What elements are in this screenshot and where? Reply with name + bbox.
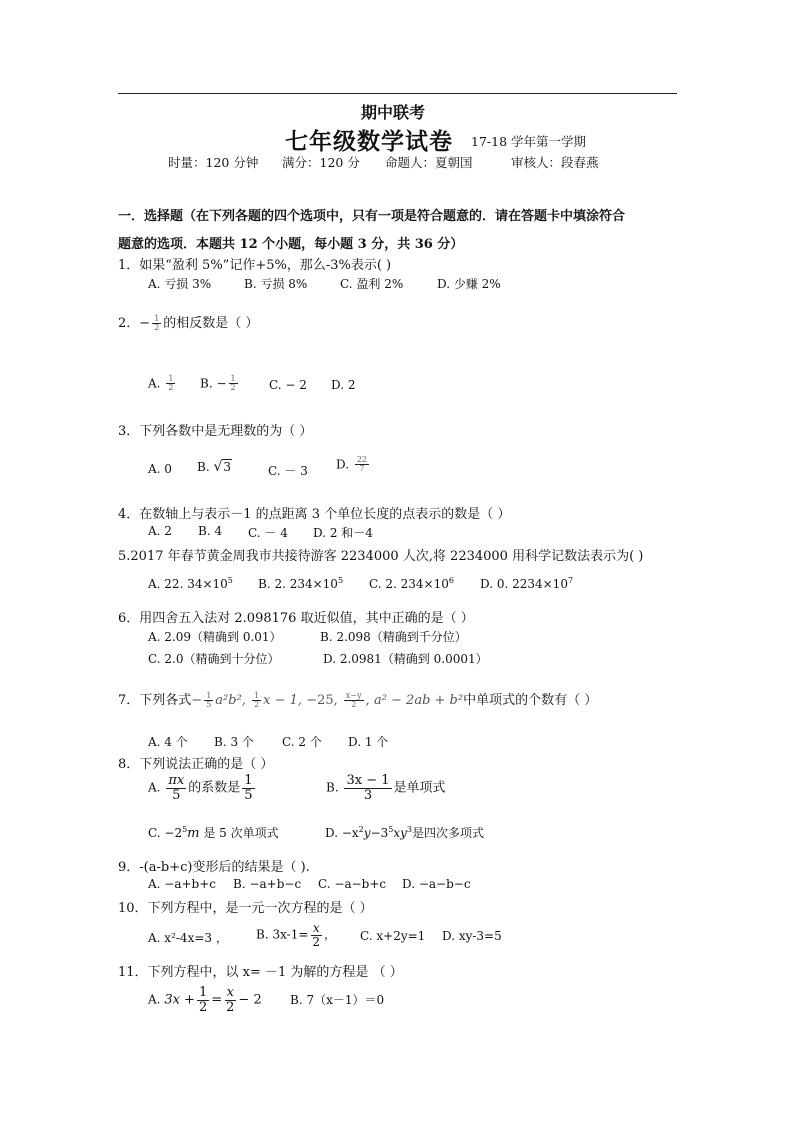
q11-a-num2: x bbox=[226, 985, 234, 1000]
q8-c-exp: 5 bbox=[182, 825, 188, 834]
q8-c-var: m bbox=[187, 826, 200, 841]
q5-option-c bbox=[369, 576, 454, 591]
reviewer-label: 审核人：段春燕 bbox=[511, 155, 599, 170]
q2-option-a bbox=[148, 375, 177, 393]
q8-a-frac1 bbox=[166, 774, 186, 802]
q3-d-num: 22 bbox=[356, 455, 368, 464]
q11-a-frac1 bbox=[197, 986, 209, 1014]
section-heading-line2: 题意的选项．本题共 12 个小题，每小题 3 分，共 36 分） bbox=[118, 237, 464, 252]
q1-option-b: B. 亏损 8% bbox=[244, 277, 308, 291]
q11-a-den1: 2 bbox=[198, 999, 208, 1015]
q10-b-den: 2 bbox=[312, 934, 321, 949]
q2-fraction-den: 2 bbox=[154, 323, 160, 332]
q1-option-c: C. 盈利 2% bbox=[340, 277, 404, 291]
q2-a-den: 2 bbox=[168, 383, 174, 393]
q7-tail: 中单项式的个数有（ ） bbox=[463, 693, 598, 708]
q4-option-d: D. 2 和－4 bbox=[313, 526, 373, 540]
q8-b-label: B. bbox=[326, 780, 339, 795]
q8-d-exp2: 5 bbox=[388, 825, 394, 834]
time-label: 时量：120 分钟 bbox=[168, 155, 259, 170]
q7-expr4 bbox=[344, 692, 364, 710]
q7-expr2-coef bbox=[252, 692, 261, 710]
q7-option-c: C. 2 个 bbox=[282, 735, 322, 749]
question-3: 3．下列各数中是无理数的为（ ） bbox=[118, 424, 313, 439]
q8-d-label: D. −x bbox=[325, 826, 359, 840]
q8-option-b bbox=[326, 774, 446, 802]
q8-a-label: A. bbox=[148, 780, 161, 795]
q10-b-label: B. 3x-1= bbox=[256, 927, 309, 942]
q7-neg: − bbox=[191, 693, 203, 708]
q5-d-base: D. 0. 2234×10 bbox=[480, 577, 568, 591]
q11-a-num1: 1 bbox=[198, 985, 208, 1000]
q2-option-a-fraction bbox=[166, 375, 175, 393]
q8-a-den: 5 bbox=[172, 787, 181, 803]
q3-option-d-fraction bbox=[355, 456, 369, 474]
score-label: 满分：120 分 bbox=[282, 155, 360, 170]
q5-d-exp: 7 bbox=[567, 576, 574, 585]
q7-option-d: D. 1 个 bbox=[348, 735, 389, 749]
q3-option-a: A. 0 bbox=[148, 462, 172, 476]
sqrt-value: 3 bbox=[223, 460, 232, 474]
q2-text: 的相反数是（ ） bbox=[163, 316, 259, 331]
q8-c-base: C. −2 bbox=[148, 826, 183, 840]
q2-option-a-label: A. bbox=[148, 376, 161, 391]
q11-a-eq: = bbox=[211, 992, 223, 1008]
q6-option-d: D. 2.0981（精确到 0.0001） bbox=[323, 652, 488, 666]
q3-option-d-label: D. bbox=[336, 457, 350, 472]
q9-option-c: C. −a−b+c bbox=[318, 877, 387, 891]
q10-b-comma: ， bbox=[324, 927, 337, 942]
q8-b-frac bbox=[344, 774, 391, 802]
top-rule bbox=[118, 93, 677, 94]
q8-b-den: 3 bbox=[363, 787, 373, 803]
q11-a-label: A. bbox=[148, 992, 161, 1007]
q8-option-c bbox=[148, 824, 279, 841]
q2-b-den: 2 bbox=[230, 383, 236, 393]
q7-expr1-coef bbox=[204, 692, 213, 710]
question-10: 10．下列方程中，是一元一次方程的是（ ） bbox=[118, 901, 373, 916]
q7-expr3: −25, bbox=[306, 693, 338, 708]
q7-expr2: x − 1, bbox=[263, 693, 303, 708]
q11-a-frac2 bbox=[224, 986, 236, 1014]
q8-a-num: πx bbox=[168, 773, 185, 788]
q2-fraction bbox=[152, 315, 161, 333]
q5-a-exp: 5 bbox=[227, 576, 233, 585]
q6-option-c: C. 2.0（精确到十分位） bbox=[148, 652, 280, 666]
q11-a-tail: − 2 bbox=[238, 992, 262, 1008]
q3-option-c: C. － 3 bbox=[268, 464, 308, 478]
question-8: 8．下列说法正确的是（ ） bbox=[118, 757, 274, 772]
q8-d-exp3: 3 bbox=[406, 825, 412, 834]
q2-option-c: C. − 2 bbox=[269, 378, 307, 392]
q7-expr5: a² − 2ab + b² bbox=[373, 693, 464, 708]
q7-option-b: B. 3 个 bbox=[214, 735, 254, 749]
q2-option-b-fraction bbox=[229, 375, 238, 393]
q2-option-b-neg: − bbox=[216, 376, 227, 391]
q4-option-c: C. － 4 bbox=[248, 526, 288, 540]
q4-option-a: A. 2 bbox=[148, 524, 172, 538]
q5-b-base: B. 2. 234×10 bbox=[258, 577, 338, 591]
q7-e4-den: 2 bbox=[351, 700, 357, 709]
question-4: 4．在数轴上与表示－1 的点距离 3 个单位长度的点表示的数是（ ） bbox=[118, 507, 511, 522]
q8-d-exp1: 2 bbox=[358, 825, 364, 834]
q2-a-num: 1 bbox=[168, 374, 174, 383]
q7-prefix: 7．下列各式 bbox=[118, 693, 192, 708]
question-1: 1．如果“盈利 5%”记作+5%，那么-3%表示( ) bbox=[118, 258, 392, 273]
question-5: 5.2017 年春节黄金周我市共接待游客 2234000 人次,将 2234000 用科学记数法表示为( ) bbox=[118, 549, 644, 564]
q2-option-b-label: B. bbox=[200, 376, 213, 391]
q7-e4-num: x−y bbox=[345, 690, 362, 700]
q9-option-a: A. −a+b+c bbox=[148, 877, 217, 891]
author-label: 命题人：夏朝国 bbox=[385, 155, 473, 170]
q8-d-y: y bbox=[363, 826, 371, 840]
q3-option-d bbox=[336, 456, 371, 474]
q10-b-frac bbox=[310, 922, 322, 948]
section-heading-line1: 一．选择题（在下列各题的四个选项中，只有一项是符合题意的．请在答题卡中填涂符合 bbox=[118, 209, 626, 224]
q8-a-frac2 bbox=[242, 774, 254, 802]
q3-option-b-label: B. bbox=[197, 460, 210, 474]
q2-neg: − bbox=[139, 316, 151, 331]
q7-e1-den: 5 bbox=[206, 700, 212, 709]
q7-expr1: a²b², bbox=[215, 693, 246, 708]
q8-b-num: 3x − 1 bbox=[346, 773, 390, 788]
q5-a-base: A. 22. 34×10 bbox=[148, 577, 228, 591]
q2-fraction-num: 1 bbox=[154, 313, 160, 323]
q8-a-mid: 的系数是 bbox=[188, 780, 241, 796]
page-title: 七年级数学试卷 bbox=[285, 128, 453, 155]
q11-option-a bbox=[148, 986, 262, 1014]
q1-option-a: A. 亏损 3% bbox=[148, 277, 212, 291]
q10-b-num: x bbox=[312, 921, 320, 935]
q3-d-den: 7 bbox=[359, 464, 365, 474]
q8-d-xy: xy bbox=[393, 826, 407, 840]
q7-e1-num: 1 bbox=[206, 690, 212, 700]
q5-option-d bbox=[480, 576, 573, 591]
q10-option-b bbox=[256, 922, 336, 948]
q6-option-b: B. 2.098（精确到千分位） bbox=[320, 630, 467, 644]
q2-number: 2． bbox=[118, 316, 140, 331]
question-2 bbox=[118, 312, 258, 332]
q11-a-den2: 2 bbox=[226, 999, 235, 1015]
q10-option-a: A. x²-4x=3 ， bbox=[148, 931, 228, 945]
question-11: 11．下列方程中，以 x= －1 为解的方程是 （ ） bbox=[118, 965, 403, 980]
q10-option-c: C. x+2y=1 bbox=[360, 929, 426, 943]
q8-c-tail: 是 5 次单项式 bbox=[199, 826, 279, 840]
q7-e2-den: 2 bbox=[254, 700, 260, 709]
q3-option-b bbox=[197, 459, 232, 475]
sqrt-symbol: √ bbox=[213, 459, 223, 475]
question-7 bbox=[118, 689, 597, 709]
q8-option-d: D. $-x^2y-3^5xy^3$是四次多项式 bbox=[325, 825, 484, 840]
q5-option-a bbox=[148, 576, 233, 591]
q2-option-b bbox=[200, 375, 240, 393]
q7-comma: , bbox=[365, 693, 370, 708]
q8-d-tail: 是四次多项式 bbox=[411, 826, 484, 840]
question-6: 6．用四舍五入法对 2.098176 取近似值，其中正确的是（ ） bbox=[118, 611, 474, 626]
q6-option-a: A. 2.09（精确到 0.01） bbox=[148, 630, 282, 644]
exam-label: 期中联考 bbox=[361, 103, 426, 122]
term-label: 17-18 学年第一学期 bbox=[471, 134, 587, 149]
q8-b-tail: 是单项式 bbox=[393, 780, 446, 796]
q8-a-num2: 1 bbox=[244, 773, 253, 788]
q5-c-base: C. 2. 234×10 bbox=[369, 577, 449, 591]
q11-a-term1: 3x + bbox=[164, 992, 195, 1008]
q10-option-d: D. xy-3=5 bbox=[442, 929, 502, 943]
q8-a-den2: 5 bbox=[244, 787, 253, 803]
q9-option-b: B. −a+b−c bbox=[233, 877, 302, 891]
q8-option-a bbox=[148, 774, 257, 802]
q5-c-exp: 6 bbox=[448, 576, 454, 585]
q7-option-a: A. 4 个 bbox=[148, 735, 188, 749]
q9-option-d: D. −a−b−c bbox=[402, 877, 471, 891]
q5-b-exp: 5 bbox=[337, 576, 344, 585]
question-9: 9．-(a-b+c)变形后的结果是（ ). bbox=[118, 860, 310, 875]
q7-e2-num: 1 bbox=[254, 690, 260, 700]
q2-option-d: D. 2 bbox=[331, 378, 356, 392]
q11-option-b: B. 7（x－1）＝0 bbox=[290, 993, 385, 1007]
q2-b-num: 1 bbox=[230, 374, 236, 383]
q1-option-d: D. 少赚 2% bbox=[437, 277, 501, 291]
q5-option-b bbox=[258, 576, 343, 591]
q4-option-b: B. 4 bbox=[198, 524, 223, 538]
